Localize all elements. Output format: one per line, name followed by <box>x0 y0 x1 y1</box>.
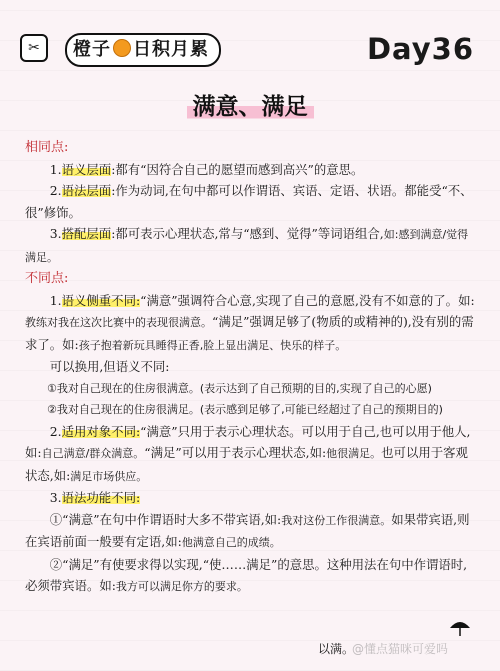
same-item-3: 3.搭配层面:都可表示心理状态,常与“感到、觉得”等词语组合,如:感到满意/觉得满足。 <box>25 226 469 264</box>
diff-item-1-note: 可以换用,但语义不同: <box>49 359 170 374</box>
footer-text: 以满。 <box>318 642 355 656</box>
same-heading: 相同点: <box>25 140 69 155</box>
umbrella-icon <box>448 618 472 638</box>
scissors-icon: ✂ <box>20 34 48 62</box>
content <box>25 137 475 598</box>
same-item-1: 1.语义层面:都有“因符合自己的愿望而感到高兴”的意思。 <box>49 161 364 177</box>
same-item-2: 2.语法层面:作为动词,在句中都可以作谓语、宾语、定语、状语。都能受“不、很”修饰。 <box>25 183 473 220</box>
diff-item-3-heading: 3.语法功能不同: <box>49 490 141 505</box>
day-label: Day36 <box>366 32 474 66</box>
page-title: 满意、满足 <box>187 88 314 121</box>
diff-sentence-2: ②我对自己现在的住房很满足。(表示感到足够了,可能已经超过了自己的预期目的) <box>47 403 443 416</box>
diff-item-1: 1.语义侧重不同:“满意”强调符合心意,实现了自己的意愿,没有不如意的了。如:教练对我在这次比赛中的表现很满意。“满足”强调足够了(物质的或精神的),没有别的需求了。如:孩子抱着新玩具睡得正香,脸上显出满足、快乐的样子。 <box>25 292 475 352</box>
diff-item-2: 2.适用对象不同:“满意”只用于表示心理状态。可以用于自己,也可以用于他人,如:自己满意/群众满意。“满足”可以用于表示心理状态,如:他很满足。也可以用于客观状态,如:满足市场供应。 <box>25 423 471 483</box>
brand-badge <box>65 33 221 67</box>
diff-heading: 不同点: <box>25 271 69 286</box>
diff-item-3a: ①“满意”在句中作谓语时大多不带宾语,如:我对这份工作很满意。如果带宾语,则在宾语前面一般要有定语,如:他满意自己的成绩。 <box>25 511 470 549</box>
brand-slogan: 日积月累 <box>133 39 209 60</box>
diff-item-3b: ②“满足”有使要求得以实现,“使……满足”的意思。这种用法在句中作谓语时,必须带宾语。如:我方可以满足你方的要求。 <box>25 556 468 593</box>
brand-name: 橙子 <box>73 39 111 60</box>
diff-sentence-1: ①我对自己现在的住房很满意。(表示达到了自己预期的目的,实现了自己的心愿) <box>47 381 432 395</box>
watermark: @懂点猫咪可爱吗 <box>352 642 449 656</box>
orange-icon <box>113 39 131 57</box>
